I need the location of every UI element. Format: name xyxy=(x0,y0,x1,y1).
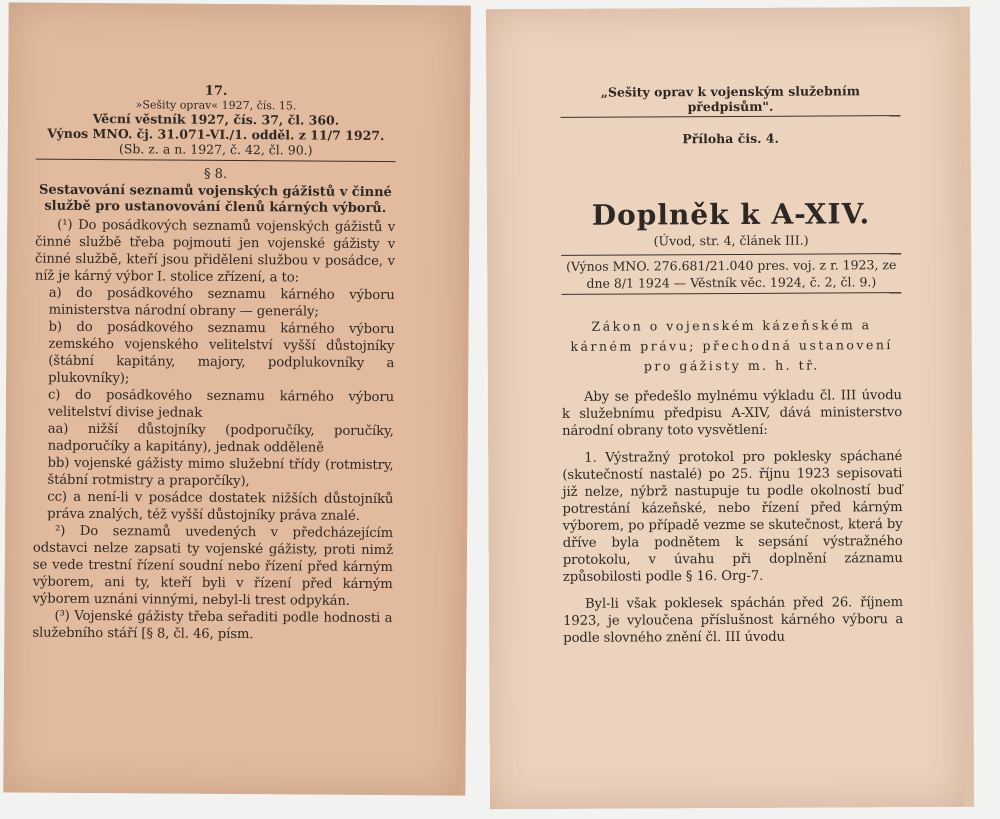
header-bold-2: Výnos MNO. čj. 31.071-VI./1. odděl. z 11/7 1927. xyxy=(47,125,385,144)
header-paren: (Sb. z. a n. 1927, č. 42, čl. 90.) xyxy=(118,141,313,158)
decree-text: (Výnos MNO. 276.681/21.040 pres. voj. z r. 1923, ze dne 8/1 1924 — Věstník věc. 1924, č. 2, čl. 9.) xyxy=(566,257,897,291)
decree-rule-bottom xyxy=(561,292,901,295)
right-body xyxy=(562,387,903,647)
subtitle: (Úvod, str. 4, článek III.) xyxy=(653,232,809,249)
section-mark: § 8. xyxy=(203,166,228,182)
left-paragraph: aa) nižší důstojníky (podporučíky, poručíky, nadporučíky a kapitány), jednak odděleně xyxy=(47,421,394,456)
left-page xyxy=(3,2,471,795)
left-paragraph: cc) a není-li v posádce dostatek nižších důstojníků práva znalých, též vyšší důstojníky práva znalé. xyxy=(47,489,394,524)
series-rule xyxy=(560,115,900,118)
law-heading: Zákon o vojenském kázeňském a kárném právu; přechodná ustanovení pro gážisty m. h. tř. xyxy=(570,317,893,374)
left-header xyxy=(32,83,396,644)
left-paragraph: bb) vojenské gážisty mimo služební třídy (rotmistry, štábní rotmistry a praporčíky), xyxy=(47,455,394,490)
left-body xyxy=(32,217,395,645)
right-paragraph: Byl-li však poklesek spáchán před 26. říjnem 1923, je vyloučena příslušnost kárného výboru a podle slovného znění čl. III úvodu xyxy=(563,595,904,646)
right-page xyxy=(486,7,974,810)
section-title: Sestavování seznamů vojenských gážistů v činné službě pro ustanovování členů kárných výborů. xyxy=(39,182,392,217)
source-line: »Sešity oprav« 1927, čís. 15. xyxy=(135,98,297,113)
left-paragraph: a) do posádkového seznamu kárného výboru ministerstva národní obrany — generály; xyxy=(48,285,395,320)
left-paragraph: c) do posádkového seznamu kárného výboru velitelství divise jednak xyxy=(47,387,395,421)
left-paragraph: ²) Do seznamů uvedených v předcházejícím odstavci nelze zapsati ty vojenské gážisty, proti nimž se vede trestní řízení soudní nebo řízení před kárným výborem, ani ty, kteří byli v řízení před kárným výborem uznáni vinnými, nebyl-li trest odpykán. xyxy=(32,523,394,609)
page-number: 17. xyxy=(204,83,228,99)
header-rule xyxy=(36,159,396,163)
left-paragraph: (³) Vojenské gážisty třeba seřaditi podle hodnosti a služebního stáří [§ 8, čl. 46, písm. xyxy=(32,608,393,643)
right-header xyxy=(560,83,903,647)
appendix-label: Příloha čis. 4. xyxy=(682,130,779,147)
right-paragraph: Aby se předešlo mylnému výkladu čl. III úvodu k služebnímu předpisu A-XIV, dává ministerstvo národní obrany toto vysvětlení: xyxy=(561,388,903,439)
left-paragraph: b) do posádkového seznamu kárného výboru zemského vojenského velitelství vyšší důstojníky (štábní kapitány, majory, podplukovníky a plukovníky); xyxy=(48,319,395,387)
header-bold-1: Věcní věstník 1927, čís. 37, čl. 360. xyxy=(92,110,340,128)
series-title: „Sešity oprav k vojenským služebním předpisům". xyxy=(600,83,860,115)
left-paragraph: (¹) Do posádkových seznamů vojenských gážistů v činné službě třeba pojmouti jen vojenské gážisty v činné službě, kteří jsou přiděleni službou v posádce, v níž je kárný výbor I. stolice zřízení, a to: xyxy=(34,217,396,286)
main-title: Doplněk k A-XIV. xyxy=(591,197,871,232)
right-paragraph: 1. Výstražný protokol pro poklesky spáchané (skutečností nastalé) po 25. říjnu 1923 sepisovati již nelze, nýbrž nastupuje tu podle okolností buď potrestání kázeňské, nebo řízení před kárným výborem, po případě vezme se skutečnost, která by dříve byla podnětem k sepsání výstražného protokolu, v úvahu při doplnění záznamu způsobilosti podle § 16. Org-7. xyxy=(562,449,903,585)
